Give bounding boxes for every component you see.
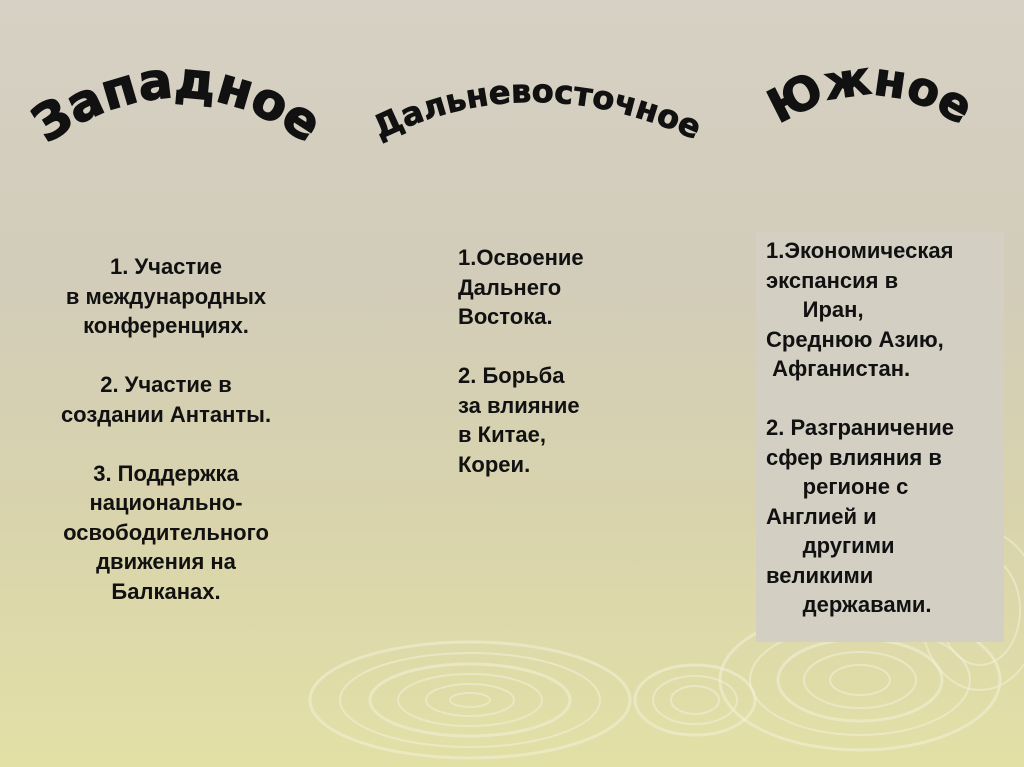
heading-far-east: Дальневосточное xyxy=(367,71,708,147)
south-line: великими xyxy=(766,562,874,588)
far-east-line: за влияние xyxy=(458,392,580,418)
far-east-line: Кореи. xyxy=(458,451,531,477)
west-line xyxy=(30,429,302,459)
west-line: освободительного xyxy=(63,519,269,545)
south-line xyxy=(766,384,998,414)
south-line: 2. Разграничение xyxy=(766,415,954,440)
south-line: регионе с xyxy=(766,474,909,499)
heading-west: Западное xyxy=(22,50,332,154)
heading-south: Южное xyxy=(758,50,983,135)
west-line xyxy=(30,341,302,371)
south-line: Англией и xyxy=(766,503,877,529)
far-east-line xyxy=(458,332,658,362)
far-east-line: Востока. xyxy=(458,304,553,329)
west-line: создании Антанты. xyxy=(60,401,272,427)
west-column xyxy=(30,252,302,606)
headings-wordart xyxy=(0,0,1024,200)
west-line: конференциях. xyxy=(83,313,249,338)
south-line: державами. xyxy=(766,592,932,617)
far-east-line: 1.Освоение xyxy=(458,245,584,270)
west-line: Балканах. xyxy=(111,578,221,604)
west-line: в международных xyxy=(65,283,267,309)
far-east-column xyxy=(458,243,658,479)
south-line: Афганистан. xyxy=(766,356,911,381)
south-line: Иран, xyxy=(766,297,864,322)
south-line: 1.Экономическая xyxy=(766,238,954,263)
south-column xyxy=(766,236,998,620)
west-line: национально- xyxy=(89,490,243,515)
west-line: движения на xyxy=(96,549,236,574)
south-line: другими xyxy=(766,533,895,558)
west-line: 1. Участие xyxy=(110,254,222,279)
south-line: экспансия в xyxy=(766,267,899,293)
south-line: сфер влияния в xyxy=(766,444,942,470)
far-east-line: в Китае, xyxy=(458,422,546,447)
far-east-line: Дальнего xyxy=(458,274,562,300)
far-east-line: 2. Борьба xyxy=(458,363,565,388)
west-line: 2. Участие в xyxy=(100,372,232,397)
south-line: Среднюю Азию, xyxy=(766,326,944,352)
west-line: 3. Поддержка xyxy=(93,460,239,486)
